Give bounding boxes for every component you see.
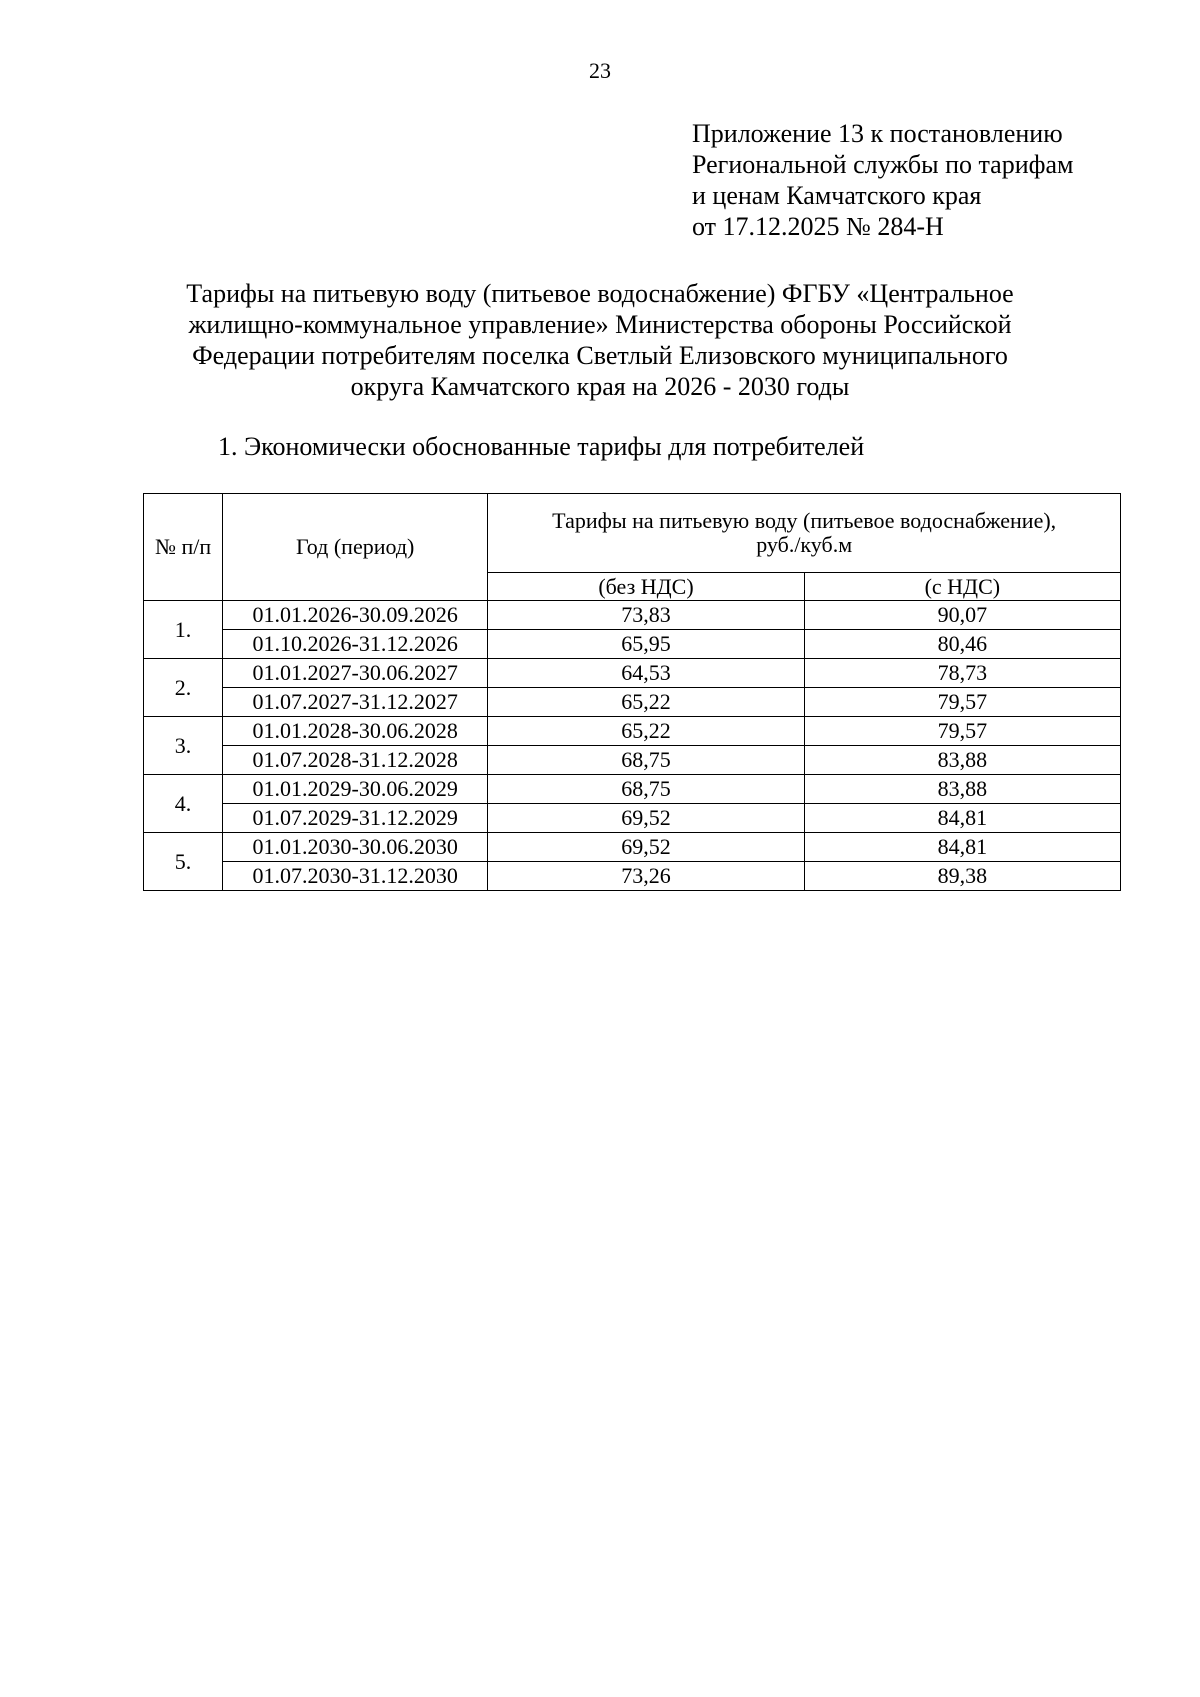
appendix-line: Приложение 13 к постановлению xyxy=(692,119,1063,148)
tariff-without-vat: 68,75 xyxy=(488,775,804,804)
tariff-with-vat: 79,57 xyxy=(804,688,1120,717)
period-cell: 01.01.2029-30.06.2029 xyxy=(223,775,488,804)
period-cell: 01.07.2030-31.12.2030 xyxy=(223,862,488,891)
table-row xyxy=(144,688,1121,717)
period-cell: 01.07.2029-31.12.2029 xyxy=(223,804,488,833)
tariff-with-vat: 89,38 xyxy=(804,862,1120,891)
header-number: № п/п xyxy=(144,494,223,601)
period-cell: 01.01.2026-30.09.2026 xyxy=(223,601,488,630)
tariff-with-vat: 84,81 xyxy=(804,804,1120,833)
period-cell: 01.01.2030-30.06.2030 xyxy=(223,833,488,862)
period-cell: 01.07.2027-31.12.2027 xyxy=(223,688,488,717)
tariff-without-vat: 73,83 xyxy=(488,601,804,630)
tariff-without-vat: 69,52 xyxy=(488,833,804,862)
table-row xyxy=(144,862,1121,891)
tariff-with-vat: 83,88 xyxy=(804,746,1120,775)
header-tariff-unit: руб./куб.м xyxy=(756,532,853,557)
tariff-without-vat: 69,52 xyxy=(488,804,804,833)
title-line: Тарифы на питьевую воду (питьевое водоснабжение) ФГБУ «Центральное xyxy=(186,279,1014,308)
row-number: 3. xyxy=(144,717,223,775)
header-with-vat: (с НДС) xyxy=(804,573,1120,601)
section-heading: 1. Экономически обоснованные тарифы для потребителей xyxy=(218,432,865,461)
table-row xyxy=(144,659,1121,688)
table-row xyxy=(144,601,1121,630)
title-line: Федерации потребителям поселка Светлый Елизовского муниципального xyxy=(192,341,1008,370)
header-without-vat: (без НДС) xyxy=(488,573,804,601)
tariff-with-vat: 79,57 xyxy=(804,717,1120,746)
tariff-with-vat: 78,73 xyxy=(804,659,1120,688)
period-cell: 01.01.2027-30.06.2027 xyxy=(223,659,488,688)
table-row xyxy=(144,775,1121,804)
row-number: 4. xyxy=(144,775,223,833)
table-row xyxy=(144,717,1121,746)
tariff-without-vat: 68,75 xyxy=(488,746,804,775)
period-cell: 01.07.2028-31.12.2028 xyxy=(223,746,488,775)
title-line: округа Камчатского края на 2026 - 2030 годы xyxy=(350,372,850,401)
tariff-table xyxy=(143,493,1121,891)
tariff-without-vat: 65,22 xyxy=(488,717,804,746)
row-number: 1. xyxy=(144,601,223,659)
title-line: жилищно-коммунальное управление» Министерства обороны Российской xyxy=(188,310,1012,339)
table-header-row xyxy=(144,494,1121,573)
document-title xyxy=(100,278,1100,402)
appendix-line: Региональной службы по тарифам xyxy=(692,150,1074,179)
period-cell: 01.01.2028-30.06.2028 xyxy=(223,717,488,746)
header-tariff-line: Тарифы на питьевую воду (питьевое водоснабжение), xyxy=(552,508,1057,533)
table-row xyxy=(144,746,1121,775)
tariff-with-vat: 83,88 xyxy=(804,775,1120,804)
tariff-with-vat: 90,07 xyxy=(804,601,1120,630)
tariff-with-vat: 84,81 xyxy=(804,833,1120,862)
page-number: 23 xyxy=(589,58,611,83)
tariff-without-vat: 64,53 xyxy=(488,659,804,688)
table-row xyxy=(144,804,1121,833)
row-number: 5. xyxy=(144,833,223,891)
tariff-without-vat: 73,26 xyxy=(488,862,804,891)
appendix-line: и ценам Камчатского края xyxy=(692,181,982,210)
appendix-reference xyxy=(692,118,1172,242)
tariff-without-vat: 65,95 xyxy=(488,630,804,659)
table-row xyxy=(144,630,1121,659)
row-number: 2. xyxy=(144,659,223,717)
header-period: Год (период) xyxy=(223,494,488,601)
tariff-with-vat: 80,46 xyxy=(804,630,1120,659)
header-tariff xyxy=(488,494,1121,573)
tariff-without-vat: 65,22 xyxy=(488,688,804,717)
period-cell: 01.10.2026-31.12.2026 xyxy=(223,630,488,659)
table-row xyxy=(144,833,1121,862)
appendix-line: от 17.12.2025 № 284-Н xyxy=(692,212,944,241)
